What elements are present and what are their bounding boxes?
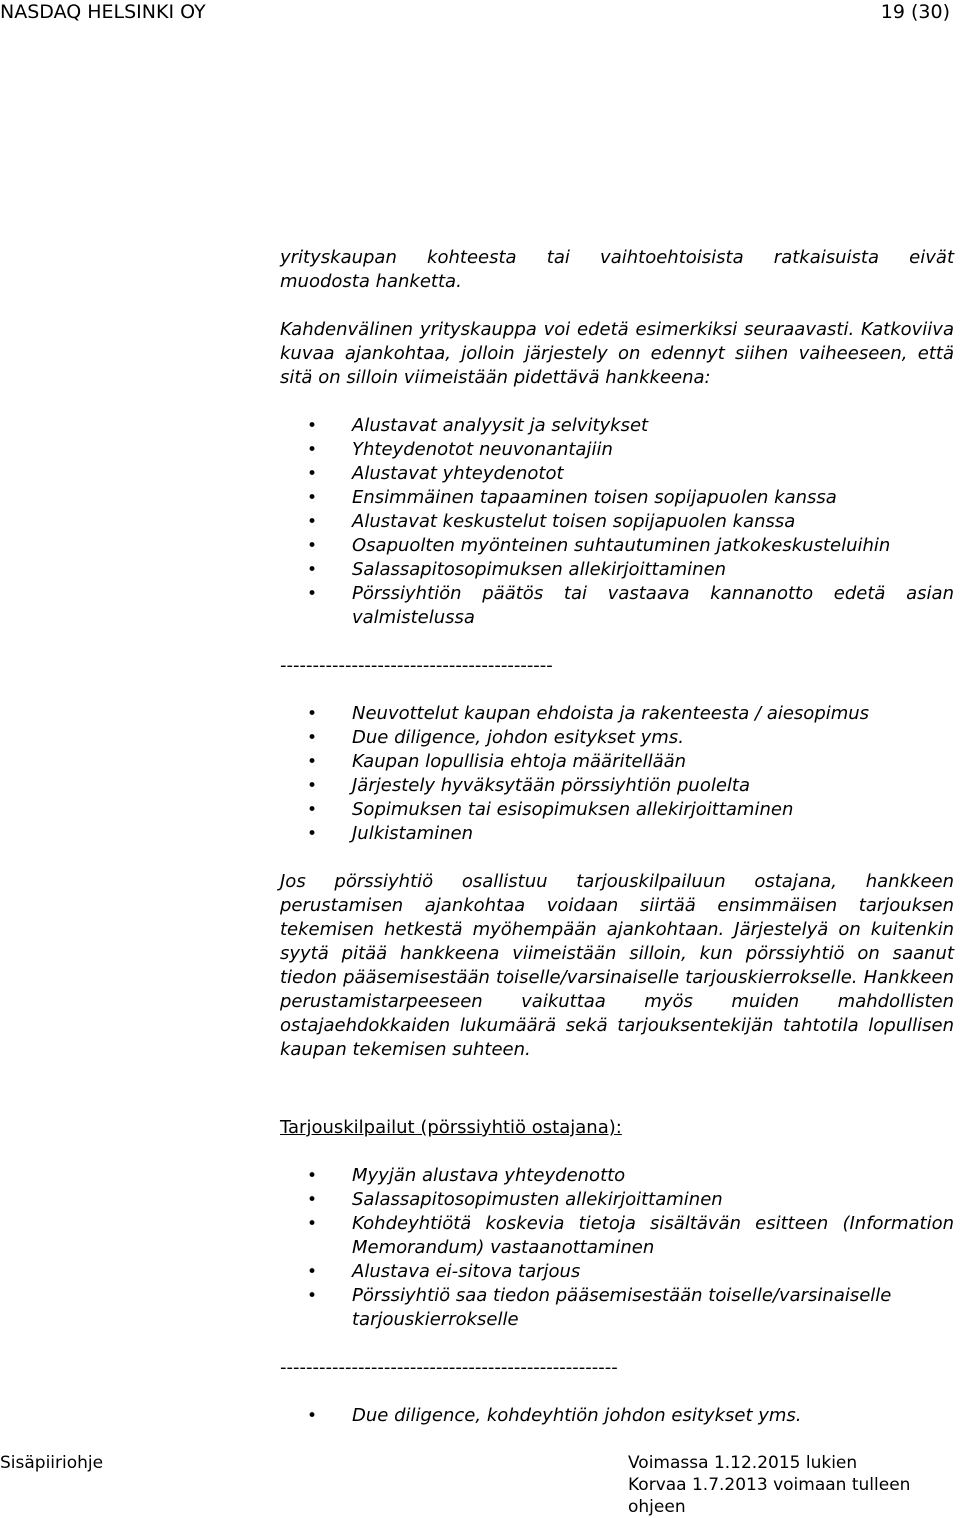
intro-line-2: muodosta hanketta.	[280, 271, 462, 292]
list-item: • Salassapitosopimuksen allekirjoittaminen	[280, 558, 954, 582]
list-item: • Yhteydenotot neuvonantajiin	[280, 438, 954, 462]
list-item: • Alustavat keskustelut toisen sopijapuolen kanssa	[280, 510, 954, 534]
list-item: • Julkistaminen	[280, 822, 954, 846]
section-heading: Tarjouskilpailut (pörssiyhtiö ostajana):	[280, 1117, 622, 1138]
phase-list-1	[280, 414, 954, 630]
divider-line: ----------------------------------------------------	[280, 1357, 618, 1378]
page-number: 19 (30)	[880, 1, 950, 23]
divider-line: ------------------------------------------	[280, 655, 553, 676]
intro-line-1: yrityskaupan kohteesta tai vaihtoehtoisista ratkaisuista eivät	[280, 247, 954, 268]
phase-list-2	[280, 702, 954, 846]
list-item: • Myyjän alustava yhteydenotto	[280, 1164, 954, 1188]
list-item: • Pörssiyhtiö saa tiedon pääsemisestään toiselle/varsinaiselle tarjouskierrokselle	[280, 1284, 954, 1332]
document-body	[280, 246, 954, 1428]
list-item: • Pörssiyhtiön päätös tai vastaava kannanotto edetä asian valmistelussa	[280, 582, 954, 630]
intro-paragraph: Kahdenvälinen yrityskauppa voi edetä esimerkiksi seuraavasti. Katkoviiva kuvaa ajankohtaa, jolloin järjestely on edennyt siihen vaiheeseen, että sitä on silloin viimeistään pidettävä hankkeena:	[280, 319, 954, 388]
tender-list-2	[280, 1404, 954, 1428]
tender-list	[280, 1164, 954, 1332]
list-item: • Alustava ei-sitova tarjous	[280, 1260, 954, 1284]
list-item: • Kohdeyhtiötä koskevia tietoja sisältävän esitteen (Information Memorandum) vastaanottaminen	[280, 1212, 954, 1260]
list-item: • Neuvottelut kaupan ehdoista ja rakenteesta / aiesopimus	[280, 702, 954, 726]
list-item: • Osapuolten myönteinen suhtautuminen jatkokeskusteluihin	[280, 534, 954, 558]
tender-paragraph: Jos pörssiyhtiö osallistuu tarjouskilpailuun ostajana, hankkeen perustamisen ajankohtaa voidaan siirtää ensimmäisen tarjouksen tekemisen hetkestä myöhempään ajankohtaan. Järjestelyä on kuitenkin syytä pitää hankkeena viimeistään silloin, kun pörssiyhtiö on saanut tiedon pääsemisestään toiselle/varsinaiselle tarjouskierrokselle. Hankkeen perustamistarpeeseen vaikuttaa myös muiden mahdollisten ostajaehdokkaiden lukumäärä sekä tarjouksentekijän tahtotila lopullisen kaupan tekemisen suhteen.	[280, 871, 954, 1060]
list-item: • Alustavat yhteydenotot	[280, 462, 954, 486]
footer-validity: Voimassa 1.12.2015 lukien	[628, 1453, 858, 1473]
list-item: • Due diligence, kohdeyhtiön johdon esitykset yms.	[280, 1404, 954, 1428]
list-item: • Salassapitosopimusten allekirjoittaminen	[280, 1188, 954, 1212]
list-item: • Ensimmäinen tapaaminen toisen sopijapuolen kanssa	[280, 486, 954, 510]
list-item: • Due diligence, johdon esitykset yms.	[280, 726, 954, 750]
footer-left: Sisäpiiriohje	[0, 1453, 104, 1473]
list-item: • Sopimuksen tai esisopimuksen allekirjoittaminen	[280, 798, 954, 822]
header-title: NASDAQ HELSINKI OY	[0, 1, 206, 23]
list-item: • Kaupan lopullisia ehtoja määritellään	[280, 750, 954, 774]
footer-replaces: Korvaa 1.7.2013 voimaan tulleen ohjeen	[628, 1475, 911, 1517]
list-item: • Alustavat analyysit ja selvitykset	[280, 414, 954, 438]
list-item: • Järjestely hyväksytään pörssiyhtiön puolelta	[280, 774, 954, 798]
